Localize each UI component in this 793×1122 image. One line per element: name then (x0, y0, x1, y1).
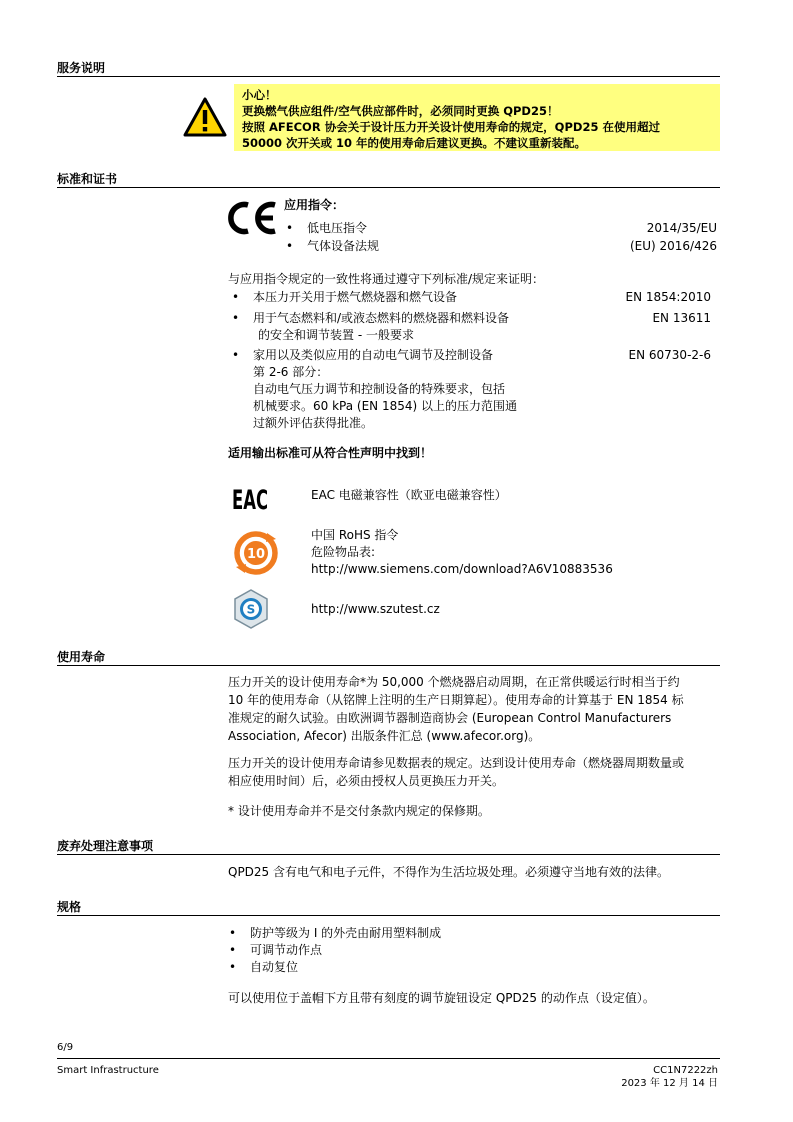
warning-line: 50000 次开关或 10 年的使用寿命后建议更换。不建议重新装配。 (242, 136, 587, 150)
section-divider (57, 915, 720, 916)
design-bullet: • 自动复位 (250, 959, 298, 976)
section-title-service: 服务说明 (57, 61, 106, 75)
company-name: Smart Infrastructure (57, 1065, 159, 1076)
szu-certification-logo-icon (233, 589, 269, 629)
declaration-note: 适用输出标准可从符合性声明中找到！ (228, 446, 433, 460)
warning-box (234, 84, 720, 151)
directive-code: (EU) 2016/426 (629, 239, 717, 253)
directive-code: 2014/35/EU (646, 221, 717, 235)
standard-code: EN 60730-2-6 (628, 348, 711, 362)
directive-name: • 低电压指令 (307, 220, 367, 237)
paragraph-line: 相应使用时间）后，必须由授权人员更换压力开关。 (228, 774, 505, 788)
directive-name: • 气体设备法规 (307, 238, 379, 255)
section-divider (57, 665, 720, 666)
rohs-10-logo-icon (233, 530, 279, 576)
section-title-design: 规格 (57, 900, 82, 914)
rohs-logo-number: 10 (246, 547, 266, 562)
szu-logo-letter: S (246, 602, 256, 617)
design-bullet: • 可调节动作点 (250, 942, 322, 959)
szu-url-link[interactable]: http://www.szutest.cz (311, 602, 440, 616)
standard-item-line: 第 2-6 部分： (253, 365, 329, 379)
document-id: CC1N7222zh (653, 1065, 718, 1076)
rohs-text: 中国 RoHS 指令 (311, 528, 399, 542)
lifetime-footnote: * 设计使用寿命并不是交付条款内规定的保修期。 (228, 804, 490, 818)
standard-item-line: 机械要求。60 kPa (EN 1854) 以上的压力范围通 (253, 399, 517, 413)
paragraph-line: 准规定的耐久试验。由欧洲调节器制造商协会 (European Control Manufacturers (228, 711, 672, 725)
section-title-standards: 标准和证书 (57, 172, 118, 186)
standard-item-line: 过额外评估获得批准。 (253, 416, 374, 430)
design-text: 可以使用位于盖帽下方且带有刻度的调节旋钮设定 QPD25 的动作点（设定值）。 (228, 991, 655, 1005)
lifetime-paragraph (228, 673, 718, 745)
section-title-lifetime: 使用寿命 (57, 650, 106, 664)
footer-divider (57, 1058, 720, 1059)
standard-item-line: 自动电气压力调节和控制设备的特殊要求，包括 (253, 382, 506, 396)
page-number: 6/9 (57, 1042, 74, 1053)
eac-logo-icon (230, 476, 270, 514)
paragraph-line: 压力开关的设计使用寿命请参见数据表的规定。达到设计使用寿命（燃烧器周期数量或 (228, 756, 685, 770)
conformity-intro: 与应用指令规定的一致性将通过遵守下列标准/规定来证明： (228, 272, 545, 286)
warning-line: 更换燃气供应组件/空气供应部件时，必须同时更换 QPD25！ (242, 104, 559, 118)
design-bullet: • 防护等级为 I 的外壳由耐用塑料制成 (250, 925, 441, 942)
standard-item: • 用于气态燃料和/或液态燃料的燃烧器和燃料设备 (253, 310, 509, 327)
document-date: 2023 年 12 月 14 日 (621, 1078, 718, 1089)
rohs-url-link[interactable]: http://www.siemens.com/download?A6V10883536 (311, 562, 613, 576)
standard-code: EN 13611 (652, 311, 711, 325)
disposal-text: QPD25 含有电气和电子元件，不得作为生活垃圾处理。必须遵守当地有效的法律。 (228, 865, 670, 879)
paragraph-line: Association, Afecor) 出版条件汇总 (www.afecor.org)。 (228, 729, 541, 743)
standard-item-line: 的安全和调节装置 - 一般要求 (258, 328, 414, 342)
paragraph-line: 压力开关的设计使用寿命*为 50,000 个燃烧器启动周期，在正常供暖运行时相当于约 (228, 675, 680, 689)
directives-title: 应用指令： (284, 198, 345, 212)
section-divider (57, 187, 720, 188)
warning-triangle-icon (183, 97, 227, 137)
standard-code: EN 1854:2010 (625, 290, 711, 304)
paragraph-line: 10 年的使用寿命（从铭牌上注明的生产日期算起）。使用寿命的计算基于 EN 1854 标 (228, 693, 684, 707)
eac-text: EAC 电磁兼容性（欧亚电磁兼容性） (311, 488, 507, 502)
standard-item: • 家用以及类似应用的自动电气调节及控制设备 (253, 347, 493, 364)
lifetime-paragraph (228, 754, 718, 790)
rohs-text: 危险物品表: (311, 545, 376, 559)
standard-item: • 本压力开关用于燃气燃烧器和燃气设备 (253, 289, 457, 306)
section-divider (57, 854, 720, 855)
warning-title: 小心！ (242, 88, 277, 102)
section-title-disposal: 废弃处理注意事项 (57, 839, 154, 853)
section-divider (57, 76, 720, 77)
eac-logo-text: EAC (232, 485, 268, 516)
ce-mark-icon (228, 200, 284, 236)
warning-line: 按照 AFECOR 协会关于设计压力开关设计使用寿命的规定，QPD25 在使用超过 (242, 120, 660, 134)
